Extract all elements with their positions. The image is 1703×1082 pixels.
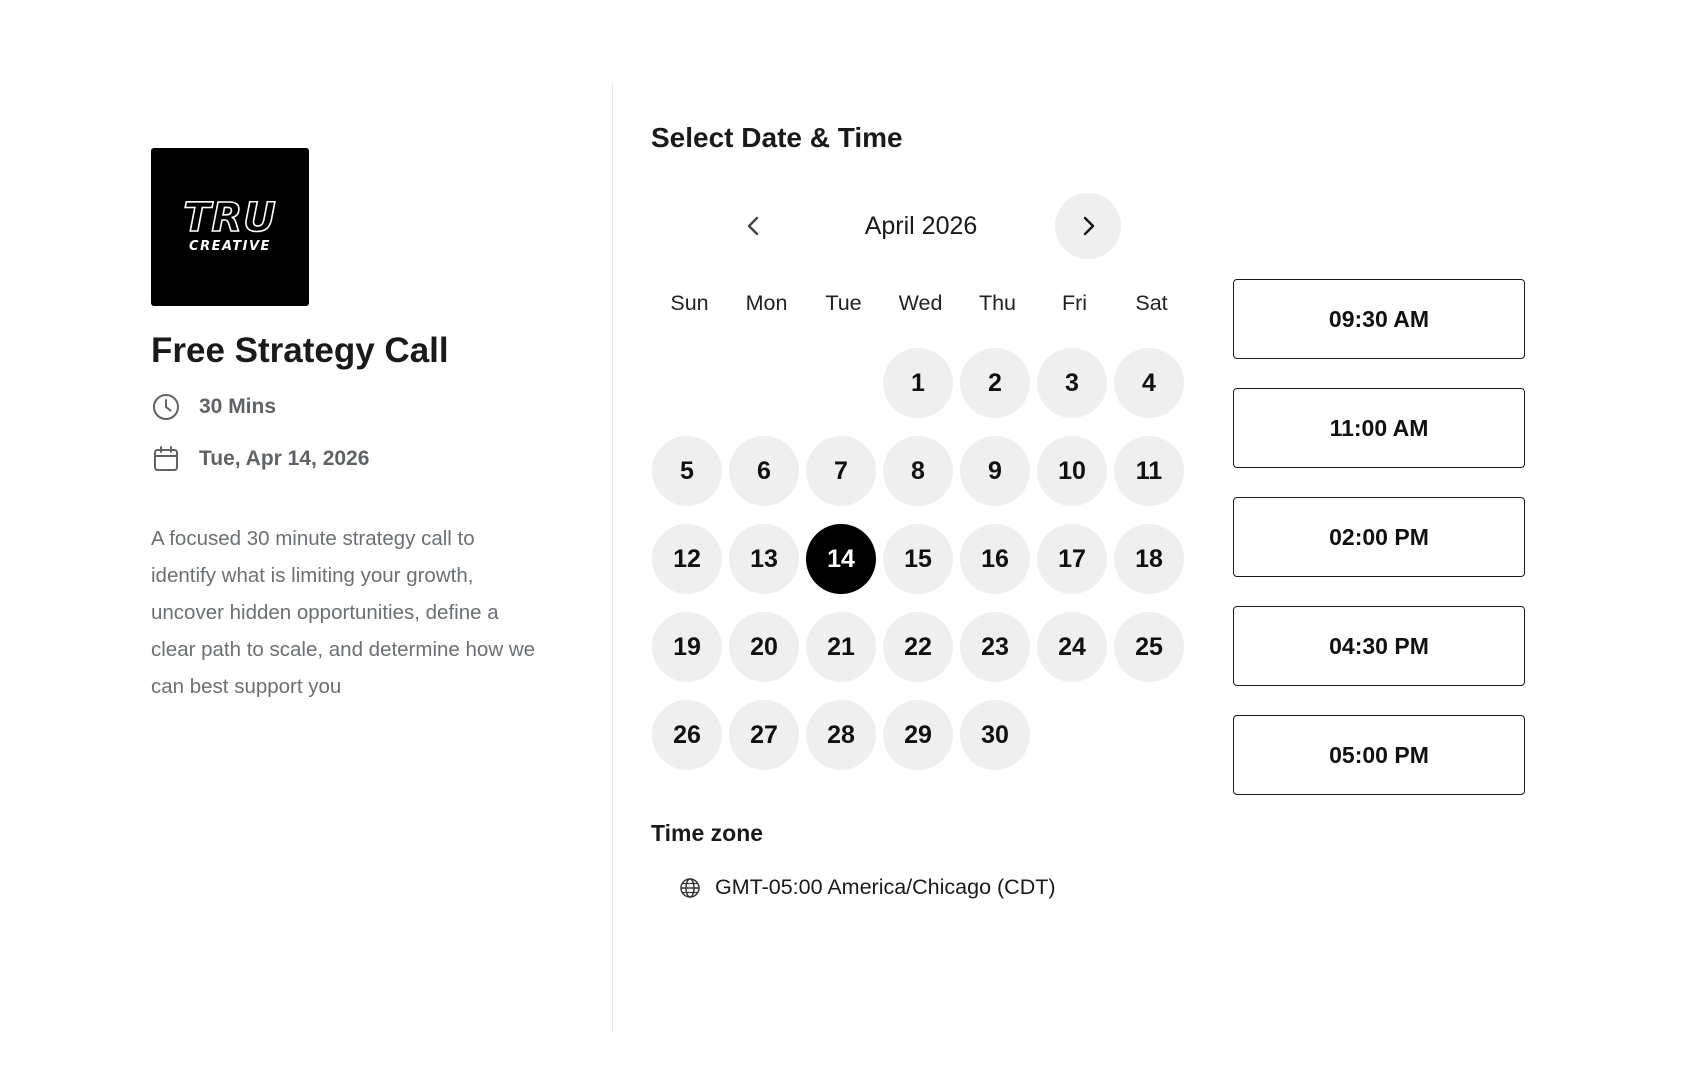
weekday-label: Wed: [898, 291, 943, 315]
calendar-day[interactable]: 7: [806, 436, 876, 506]
time-slot-button[interactable]: 11:00 AM: [1233, 388, 1525, 468]
calendar-day[interactable]: 8: [883, 436, 953, 506]
section-title: Select Date & Time: [651, 122, 903, 153]
calendar-day[interactable]: 6: [729, 436, 799, 506]
calendar-empty-cell: [1037, 700, 1107, 770]
calendar-week-row: [652, 700, 1192, 770]
calendar-day[interactable]: 12: [652, 524, 722, 594]
timezone-label: Time zone: [651, 820, 764, 846]
weekday-label: Sat: [1135, 291, 1168, 315]
calendar-empty-cell: [729, 348, 799, 418]
calendar-day[interactable]: 19: [652, 612, 722, 682]
calendar-empty-cell: [806, 348, 876, 418]
calendar-day[interactable]: 17: [1037, 524, 1107, 594]
calendar-week-row: [652, 436, 1192, 506]
brand-logo: [151, 148, 309, 306]
calendar-day[interactable]: 23: [960, 612, 1030, 682]
calendar-day[interactable]: 5: [652, 436, 722, 506]
calendar-day[interactable]: 27: [729, 700, 799, 770]
date-row: [151, 442, 551, 476]
prev-month-button[interactable]: [721, 193, 787, 259]
chevron-left-icon: [741, 213, 767, 239]
event-details-panel: [151, 148, 551, 726]
time-slot-button[interactable]: 09:30 AM: [1233, 279, 1525, 359]
calendar-day[interactable]: 2: [960, 348, 1030, 418]
calendar-day[interactable]: 1: [883, 348, 953, 418]
weekday-label: Mon: [745, 291, 788, 315]
time-slot-button[interactable]: 05:00 PM: [1233, 715, 1525, 795]
weekday-label: Sun: [670, 291, 709, 315]
timezone-selector[interactable]: [679, 875, 1056, 900]
clock-icon: [151, 392, 181, 422]
calendar-day[interactable]: 20: [729, 612, 799, 682]
calendar-day[interactable]: 9: [960, 436, 1030, 506]
calendar-day-selected[interactable]: 14: [806, 524, 876, 594]
time-slot-button[interactable]: 02:00 PM: [1233, 497, 1525, 577]
calendar-day[interactable]: 22: [883, 612, 953, 682]
panel-divider: [612, 84, 613, 1032]
next-month-button[interactable]: [1055, 193, 1121, 259]
calendar-day[interactable]: 28: [806, 700, 876, 770]
calendar-empty-cell: [1114, 700, 1184, 770]
weekday-label: Fri: [1061, 291, 1088, 315]
logo-subtitle: CREATIVE: [189, 239, 271, 254]
weekday-label: Tue: [825, 291, 862, 315]
weekday-header: [651, 288, 1190, 318]
calendar-week-row: [652, 524, 1192, 594]
calendar-day[interactable]: 24: [1037, 612, 1107, 682]
month-navigation: [721, 193, 1121, 259]
calendar-week-row: [652, 612, 1192, 682]
calendar-day[interactable]: 13: [729, 524, 799, 594]
calendar-day[interactable]: 11: [1114, 436, 1184, 506]
calendar-day[interactable]: 29: [883, 700, 953, 770]
logo-wordmark: TRU: [183, 195, 277, 241]
event-date: Tue, Apr 14, 2026: [199, 447, 370, 470]
event-title: Free Strategy Call: [151, 331, 449, 370]
calendar-day[interactable]: 21: [806, 612, 876, 682]
weekday-label: Thu: [978, 291, 1017, 315]
timezone-value: GMT-05:00 America/Chicago (CDT): [715, 875, 1056, 899]
calendar-grid: [652, 348, 1192, 788]
calendar-day[interactable]: 18: [1114, 524, 1184, 594]
event-description: A focused 30 minute strategy call to identify what is limiting your growth, uncover hidden opportunities, define a clear path to scale, and determine how we can best support you: [151, 527, 536, 698]
globe-icon: [679, 877, 701, 899]
month-label: April 2026: [864, 212, 978, 240]
calendar-day[interactable]: 3: [1037, 348, 1107, 418]
calendar-day[interactable]: 15: [883, 524, 953, 594]
calendar-day[interactable]: 25: [1114, 612, 1184, 682]
calendar-day[interactable]: 4: [1114, 348, 1184, 418]
calendar-day[interactable]: 16: [960, 524, 1030, 594]
time-slot-list: [1233, 279, 1525, 824]
time-slot-button[interactable]: 04:30 PM: [1233, 606, 1525, 686]
duration-row: [151, 390, 551, 424]
calendar-icon: [151, 444, 181, 474]
calendar-week-row: [652, 348, 1192, 418]
event-duration: 30 Mins: [199, 395, 277, 418]
calendar-day[interactable]: 10: [1037, 436, 1107, 506]
calendar-day[interactable]: 30: [960, 700, 1030, 770]
calendar-day[interactable]: 26: [652, 700, 722, 770]
calendar-empty-cell: [652, 348, 722, 418]
chevron-right-icon: [1075, 213, 1101, 239]
